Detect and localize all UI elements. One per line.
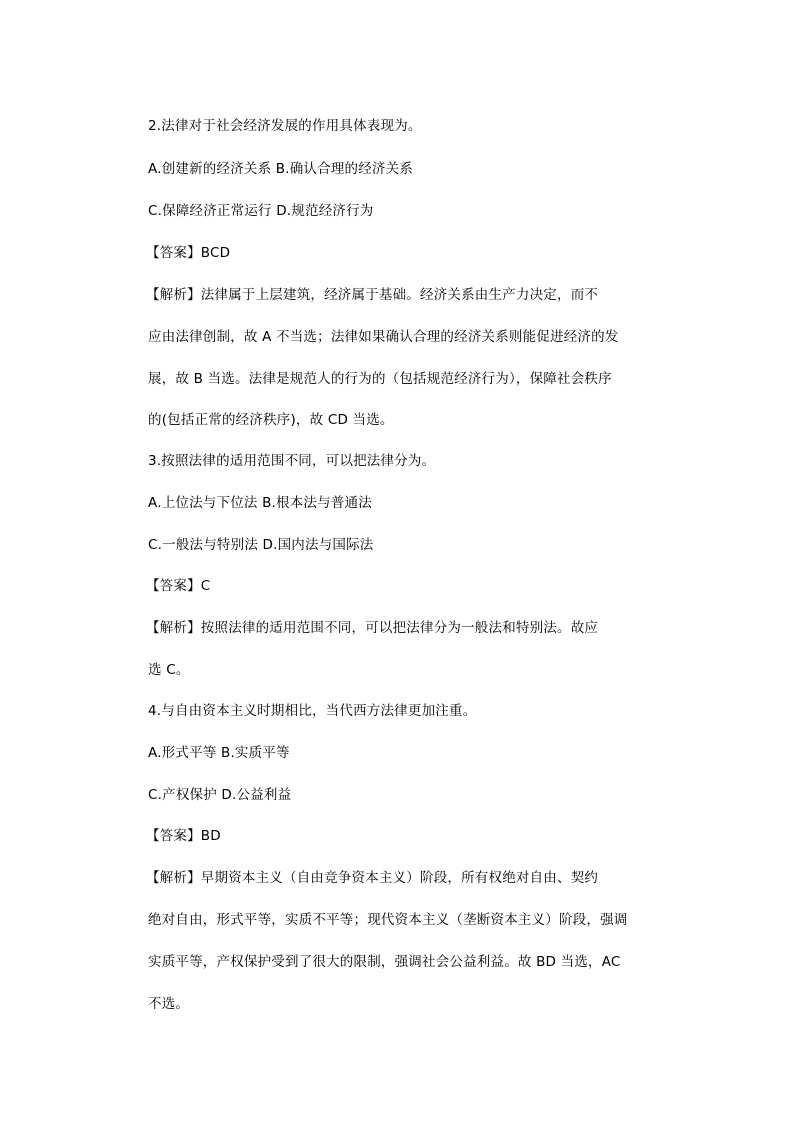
question-2-analysis-line-3: 展，故 B 当选。法律是规范人的行为的（包括规范经济行为），保障社会秩序 <box>148 371 612 387</box>
question-3-analysis-line-2: 选 C。 <box>148 662 190 678</box>
question-2-analysis-line-4: 的(包括正常的经济秩序)，故 CD 当选。 <box>148 412 394 428</box>
question-2-answer: 【答案】BCD <box>146 245 231 261</box>
question-4-analysis-line-3: 实质平等，产权保护受到了很大的限制，强调社会公益利益。故 BD 当选，AC <box>148 954 621 970</box>
question-4-options-cd: C.产权保护 D.公益利益 <box>148 787 292 803</box>
question-2-options-ab: A.创建新的经济关系 B.确认合理的经济关系 <box>148 161 414 177</box>
question-4-options-ab: A.形式平等 B.实质平等 <box>148 745 290 761</box>
question-2-analysis-line-1: 【解析】法律属于上层建筑，经济属于基础。经济关系由生产力决定，而不 <box>146 287 599 303</box>
question-4-analysis-line-1: 【解析】早期资本主义（自由竞争资本主义）阶段，所有权绝对自由、契约 <box>146 870 599 886</box>
question-2-stem: 2.法律对于社会经济发展的作用具体表现为。 <box>148 118 422 134</box>
question-2-analysis-line-2: 应由法律创制，故 A 不当选；法律如果确认合理的经济关系则能促进经济的发 <box>148 329 619 345</box>
question-3-answer: 【答案】C <box>146 578 211 594</box>
question-4-analysis-line-2: 绝对自由，形式平等，实质不平等；现代资本主义（垄断资本主义）阶段，强调 <box>148 912 628 928</box>
question-4-analysis-line-4: 不选。 <box>148 996 190 1012</box>
question-4-stem: 4.与自由资本主义时期相比，当代西方法律更加注重。 <box>148 703 477 719</box>
question-3-options-cd: C.一般法与特别法 D.国内法与国际法 <box>148 537 374 553</box>
question-2-options-cd: C.保障经济正常运行 D.规范经济行为 <box>148 203 374 219</box>
question-3-stem: 3.按照法律的适用范围不同，可以把法律分为。 <box>148 453 436 469</box>
question-4-answer: 【答案】BD <box>146 828 221 844</box>
question-3-analysis-line-1: 【解析】按照法律的适用范围不同，可以把法律分为一般法和特别法。故应 <box>146 620 599 636</box>
question-3-options-ab: A.上位法与下位法 B.根本法与普通法 <box>148 495 372 511</box>
